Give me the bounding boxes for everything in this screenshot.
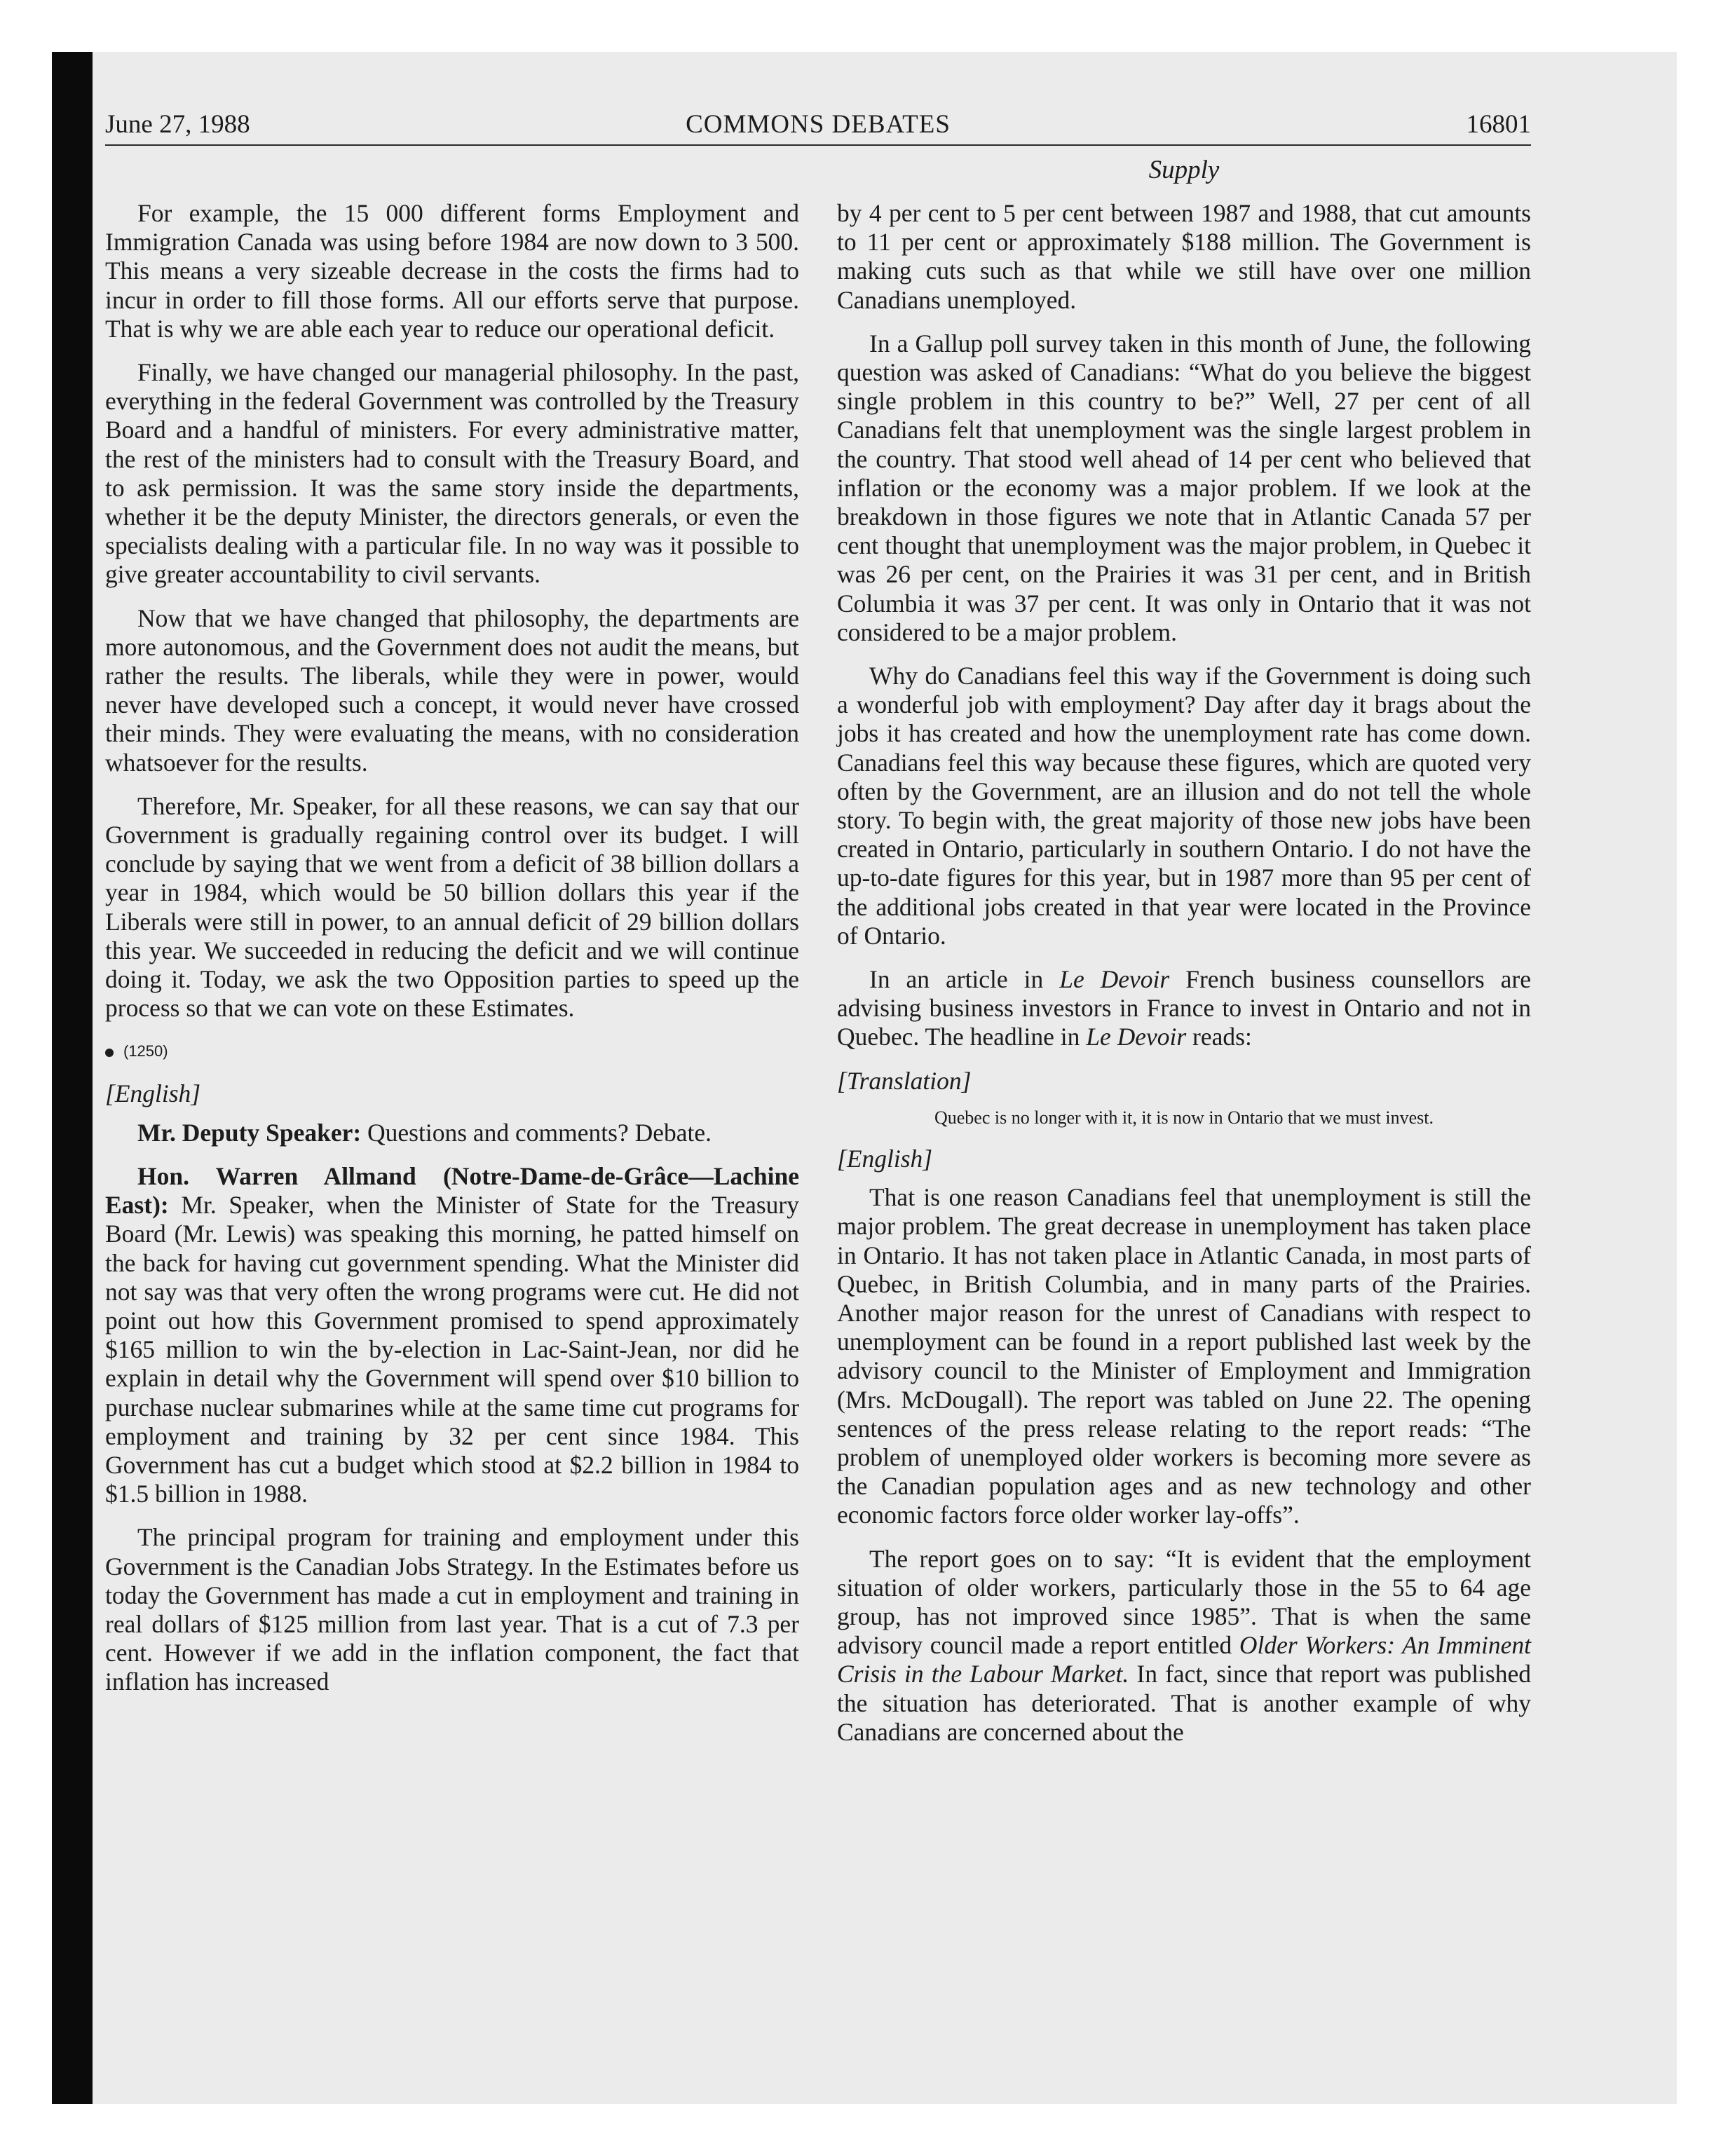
report-title: Older Workers: An Imminent Crisis in the Labour Market. (837, 1631, 1531, 1688)
time-marker-text: (1250) (123, 1042, 168, 1060)
paragraph: Why do Canadians feel this way if the Government is doing such a wonderful job with employment? Day after day it brags about the jobs it has created and how the unemployment rate has come down. Canadians feel this way because these figures, which are quoted very often by the Government, are an illusion and do not tell the whole story. To begin with, the great majority of those new jobs have been created in Ontario, particularly in southern Ontario. I do not have the up-to-date figures for this year, but in 1987 more than 95 per cent of the additional jobs created in that year were located in the Province of Ontario. (837, 662, 1531, 950)
left-column (105, 199, 799, 1712)
paragraph: Now that we have changed that philosophy, the departments are more autonomous, and the Government does not audit the means, but rather the results. The liberals, while they were in power, would never have developed such a concept, it would never have crossed their minds. They were evaluating the means, with no consideration whatsoever for the results. (105, 603, 799, 777)
paragraph: That is one reason Canadians feel that unemployment is still the major problem. The great decrease in unemployment has taken place in Ontario. It has not taken place in Atlantic Canada, in most parts of Quebec, in British Columbia, and in many parts of the Prairies. Another major reason for the unrest of Canadians with respect to unemployment can be found in a report published last week by the advisory council to the Minister of Employment and Immigration (Mrs. McDougall). The report was tabled on June 22. The opening sentences of the press release relating to the report reads: “The problem of unemployed older workers is becoming more severe as the Canadian population ages and as new technology and other economic factors force older worker lay-offs”. (837, 1183, 1531, 1529)
paragraph (837, 1545, 1531, 1747)
time-marker (105, 1037, 799, 1065)
section-title: Supply (1148, 156, 1220, 184)
text-run: French business counsellors are advising business investors in France to invest in Ontario and not in Quebec. The headline in (837, 965, 1531, 1051)
quote: Quebec is no longer with it, it is now in Ontario that we must invest. (934, 1107, 1434, 1128)
language-marker: [Translation] (837, 1066, 972, 1095)
speech-text: Mr. Speaker, when the Minister of State for the Treasury Board (Mr. Lewis) was speaking this morning, he patted himself on the back for having cut government spending. What the Minister did not say was that very often the wrong programs were cut. He did not point out how this Government promised to spend approximately $165 million to win the by-election in Lac-Saint-Jean, nor did he explain in detail why the Government will spend over $10 billion to purchase nuclear submarines while at the same time cut programs for employment and training by 32 per cent since 1984. This Government has cut a budget which stood at $2.2 billion in 1984 to $1.5 billion in 1988. (105, 1191, 799, 1508)
text-run: In an article in (869, 965, 1060, 994)
paragraph: For example, the 15 000 different forms Employment and Immigration Canada was using before 1984 are now down to 3 500. This means a very sizeable decrease in the costs the firms had to incur in order to fill those forms. All our efforts serve that purpose. That is why we are able each year to reduce our operational deficit. (105, 199, 799, 343)
paragraph: Finally, we have changed our managerial philosophy. In the past, everything in the federal Government was controlled by the Treasury Board and a handful of ministers. For every administrative matter, the rest of the ministers had to consult with the Treasury Board, and to ask permission. It was the same story inside the departments, whether it be the deputy Minister, the directors generals, or even the specialists dealing with a particular file. In no way was it possible to give greater accountability to civil servants. (105, 358, 799, 589)
header-page-number: 16801 (1466, 110, 1531, 139)
header-title: COMMONS DEBATES (686, 110, 951, 139)
text-run: The report goes on to say: “It is evident that the employment situation of older workers, particularly those in the 55 to 64 age group, has not improved since 1985”. That is when the same advisory council made a report entitled (837, 1544, 1531, 1660)
right-column (837, 199, 1531, 1761)
speaker-name: Mr. Deputy Speaker: (137, 1118, 362, 1147)
scan-edge-bar (52, 52, 93, 2104)
paragraph (837, 965, 1531, 1052)
paragraph: The principal program for training and employment under this Government is the Canadian Jobs Strategy. In the Estimates before us today the Government has made a cut in employment and training in real dollars of $125 million from last year. That is a cut of 7.3 per cent. However if we add in the inflation component, the fact that inflation has increased (105, 1523, 799, 1696)
speech-paragraph (105, 1162, 799, 1508)
paragraph: In a Gallup poll survey taken in this month of June, the following question was asked of Canadians: “What do you believe the biggest single problem in this country to be?” Well, 27 per cent of all Canadians felt that unemployment was the single largest problem in the country. That stood well ahead of 14 per cent who believed that inflation or the economy was a major problem. If we look at the breakdown in those figures we note that in Atlantic Canada 57 per cent thought that unemployment was the major problem, in Quebec it was 26 per cent, on the Prairies it was 31 per cent, and in British Columbia it was 37 per cent. It was only in Ontario that it was not considered to be a major problem. (837, 329, 1531, 646)
speech-paragraph (105, 1119, 799, 1147)
header-date: June 27, 1988 (105, 110, 250, 139)
page-header (105, 105, 1531, 146)
speech-text: Questions and comments? Debate. (367, 1118, 712, 1147)
publication-name: Le Devoir (1086, 1023, 1187, 1051)
language-marker: [English] (105, 1079, 201, 1108)
text-run: In fact, since that report was published the situation has deteriorated. That is another example of why Canadians are concerned about the (837, 1660, 1531, 1746)
speaker-name: Hon. Warren Allmand (Notre-Dame-de-Grâce—Lachine East): (105, 1161, 799, 1220)
bullet-icon (105, 1049, 114, 1057)
language-marker: [English] (837, 1144, 933, 1173)
publication-name: Le Devoir (1059, 965, 1170, 994)
paragraph: by 4 per cent to 5 per cent between 1987 and 1988, that cut amounts to 11 per cent or approximately $188 million. The Government is making cuts such as that while we still have over one million Canadians unemployed. (837, 199, 1531, 314)
paragraph: Therefore, Mr. Speaker, for all these reasons, we can say that our Government is gradually regaining control over its budget. I will conclude by saying that we went from a deficit of 38 billion dollars a year in 1984, which would be 50 billion dollars this year if the Liberals were still in power, to an annual deficit of 29 billion dollars this year. We succeeded in reducing the deficit and we will continue doing it. Today, we ask the two Opposition parties to speed up the process so that we can vote on these Estimates. (105, 791, 799, 1023)
text-run: reads: (1186, 1023, 1252, 1051)
